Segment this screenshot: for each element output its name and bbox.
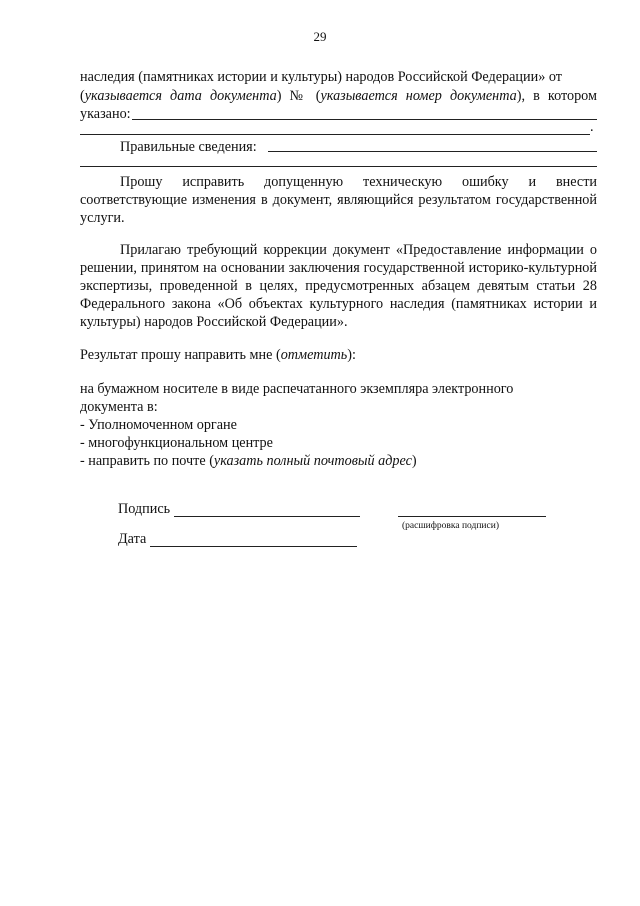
signature-decode-caption: (расшифровка подписи) xyxy=(402,521,499,531)
option-mfc[interactable]: - многофункциональном центре xyxy=(80,435,273,451)
mark-hint: отметить xyxy=(280,347,348,363)
signature-label: Подпись xyxy=(118,501,171,517)
correct-info-line-1[interactable] xyxy=(268,151,597,152)
request-paragraph: Прошу исправить допущенную техническую ошибку и внести соответствующие изменения в документ, являющийся результатом государственной услуги. xyxy=(80,174,597,226)
attachment-paragraph: Прилагаю требующий коррекции документ «Предоставление информации о решении, принятом на основании заключения государственной историко-культурной экспертизы, проведенной в целях, предусмотренных абзацем девятым статьи 28 Федерального закона «Об объектах культурного наследия (памятниках истории и культуры) народов Российской Федерации». xyxy=(80,242,597,330)
option-post[interactable] xyxy=(80,452,417,471)
intro-line-1-text: наследия (памятниках истории и культуры) народов Российской Федерации» от xyxy=(80,69,562,85)
stated-info-dot: . xyxy=(590,119,594,135)
signature-decode-line[interactable] xyxy=(398,516,546,517)
intro-paren-open: ( xyxy=(80,87,85,104)
intro-paren-close: ), в котором xyxy=(516,87,597,104)
intro-number-sign: ) № ( xyxy=(276,87,321,104)
intro-line-1 xyxy=(80,68,562,87)
result-label-text: Результат прошу направить мне ( xyxy=(80,347,281,363)
option-post-prefix: - направить по почте ( xyxy=(80,453,214,469)
option-authorized-body[interactable]: - Уполномоченном органе xyxy=(80,417,237,433)
stated-info-line-2[interactable] xyxy=(80,134,590,135)
result-label xyxy=(80,346,356,365)
intro-line-2 xyxy=(80,87,597,106)
correct-info-label: Правильные сведения: xyxy=(120,139,257,155)
date-hint: указывается дата документа xyxy=(84,87,277,104)
page-number: 29 xyxy=(313,29,327,44)
stated-info-line-1[interactable] xyxy=(132,119,597,120)
intro-line-3: указано: xyxy=(80,106,131,122)
number-hint: указывается номер документа xyxy=(320,87,517,104)
signature-line[interactable] xyxy=(174,516,360,517)
correct-info-line-2[interactable] xyxy=(80,166,597,167)
option-paper-line-1[interactable]: на бумажном носителе в виде распечатанного экземпляра электронного xyxy=(80,381,514,397)
date-line[interactable] xyxy=(150,546,357,547)
date-label: Дата xyxy=(118,531,147,547)
result-label-close: ): xyxy=(347,347,356,363)
option-paper-line-2: документа в: xyxy=(80,399,158,415)
postal-address-hint: указать полный почтовый адрес xyxy=(213,453,412,469)
option-post-suffix: ) xyxy=(411,453,417,469)
